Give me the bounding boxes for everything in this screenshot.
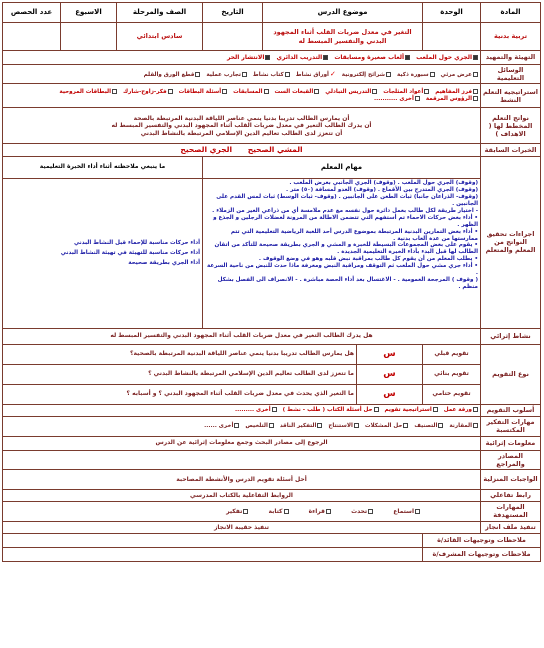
warmup-option[interactable]: ألعاب صغيرة ومسابقات xyxy=(334,54,410,62)
outcome-line: أن تتعزز لدى الطالب تعاليم الدين الإسلامي المرتبطة بالنشاط البدني xyxy=(140,129,343,137)
aid-option[interactable]: عرض مرئي xyxy=(441,72,478,79)
header-week-label: الاسبوع xyxy=(61,3,117,23)
evaluation-type: تقويم ختامي xyxy=(423,384,481,404)
evaluation-marker: س xyxy=(357,344,423,364)
checkbox-icon xyxy=(112,89,117,94)
thinking-label: مهارات التفكير المكتسبة xyxy=(481,416,541,436)
grade-value: سادس ابتدائي xyxy=(117,23,203,51)
week-value xyxy=(61,23,117,51)
aids-options xyxy=(3,65,481,84)
unit-value xyxy=(423,23,481,51)
outcomes-text xyxy=(3,108,481,144)
strategy-option[interactable]: أخرى ........... xyxy=(374,96,420,103)
header-date-label: التاريخ xyxy=(203,3,263,23)
link-text[interactable]: الروابط التفاعلية بالكتاب المدرسي xyxy=(3,489,481,501)
aid-option[interactable]: ✓أوراق نشاط xyxy=(295,69,336,78)
teacher-line: - اختيار طريقة لكل طالب بعمل دائرة حول نفسه مع عدم ملامسة أي من ذراعي الغير من الزملاء . xyxy=(212,207,479,214)
checkbox-icon xyxy=(243,509,248,514)
enrich-label: معلومات إثرائية xyxy=(481,436,541,450)
checkbox-icon xyxy=(386,72,391,77)
strategy-option[interactable]: التدريس التبادلي xyxy=(325,89,377,96)
checkbox-icon xyxy=(473,407,478,412)
lesson-title: التغير في معدل ضربات القلب أثناء المجهود البدني والتفسير المبسط له xyxy=(263,23,423,51)
checkbox-icon xyxy=(285,72,290,77)
teacher-line: (وقوف- الذراعان جانبا) ثبات الطعن على الجانبين . (وقوف- ثبات الوسط) ثبات لمس القدم على الجانبين . xyxy=(216,193,479,207)
prior-item: الجري الصحيح xyxy=(180,145,233,155)
activity-row xyxy=(3,328,541,344)
checkbox-icon xyxy=(326,509,331,514)
strategies-row xyxy=(3,84,541,108)
link-label: رابط تفاعلي xyxy=(481,489,541,501)
thinking-option[interactable]: أخرى ...... xyxy=(204,423,239,430)
evaluation-row xyxy=(3,384,541,404)
checkbox-icon xyxy=(403,423,408,428)
outcomes-row xyxy=(3,108,541,144)
header-periods-label: عدد الحصص xyxy=(3,3,61,23)
strategy-option[interactable]: فرز المفاهيم xyxy=(435,89,478,96)
strategy-option[interactable]: البطاقات المروحية xyxy=(59,89,117,96)
checkbox-icon xyxy=(265,55,270,60)
checkbox-icon xyxy=(473,423,478,428)
outcomes-label: نواتج التعلم المخطط لها ( الاهداف ) xyxy=(481,108,541,144)
eval-style-row xyxy=(3,404,541,416)
enrich-row xyxy=(3,436,541,450)
student-observations-header: ما ينبغي ملاحظته أثناء أداء الخبرة التعليمية xyxy=(3,156,203,178)
warmup-option[interactable]: الانتشار الحر xyxy=(227,54,271,62)
skills-label: المهارات المستهدفة xyxy=(481,501,541,521)
checkbox-icon xyxy=(314,89,319,94)
warmup-options xyxy=(3,51,481,65)
evaluation-type: تقويم قبلي xyxy=(423,344,481,364)
teacher-line: • أداء بعض التمارين البدنية المرتبطة بموضوع الدرس أحد اللعبة الرياضية التعليمية التي تتم ممارستها من عدة ألعاب بدنية . xyxy=(230,228,479,242)
checkbox-icon xyxy=(438,423,443,428)
prior-items xyxy=(3,144,481,156)
evaluation-marker: س xyxy=(357,364,423,384)
checkbox-icon xyxy=(415,509,420,514)
supervisor-notes-row xyxy=(3,547,541,561)
checkbox-icon xyxy=(354,423,359,428)
homework-label: الواجبات المنزلية xyxy=(481,469,541,489)
checkbox-icon xyxy=(272,407,277,412)
skill-option[interactable]: كتابة xyxy=(268,508,288,516)
student-line: أداء حركات مناسبة للتهيئة في تهيئة النشاط البدني xyxy=(60,249,200,256)
aid-option[interactable]: سبورة ذكية xyxy=(397,72,435,79)
lesson-plan-table xyxy=(2,2,541,562)
prior-item: المشي الصحيح xyxy=(247,145,303,155)
teacher-line: • يقوم على بعض المجموعات البسيطة للخبرة و المشي و الجري بطريقة صحيحة للتأكد من اتقان الطالب لها قبل البدء بأداء الخبرة التعليمية الجديدة . xyxy=(214,242,479,256)
skill-option[interactable]: تحدث xyxy=(351,508,373,516)
student-line: أداء حركات مناسبة للإحماء قبل النشاط البدني xyxy=(74,239,200,246)
student-line: أداء الجري بطريقة صحيحة xyxy=(128,259,200,266)
checkbox-icon xyxy=(372,89,377,94)
leader-notes-row xyxy=(3,533,541,547)
warmup-row xyxy=(3,51,541,65)
outcome-line: أن يدرك الطالب التغير في معدل ضربات القلب أثناء المجهود البدني والتفسير المبسط له xyxy=(111,122,372,129)
eval-style-option[interactable]: حل أسئلة الكتاب ( طلب - نشط ) xyxy=(283,407,379,414)
strategy-option[interactable]: فكر-زاوج-شارك xyxy=(123,89,173,96)
evaluation-question: ما التغير الذي يحدث في معدل ضربات القلب أثناء المجهود البدني ؟ و أسبابه ؟ xyxy=(3,384,357,404)
header-subject-label: المادة xyxy=(481,3,541,23)
header-grade-label: الصف والمرحلة xyxy=(117,3,203,23)
homework-row xyxy=(3,469,541,489)
checkbox-icon xyxy=(195,72,200,77)
refs-label: المصادر والمراجع xyxy=(481,450,541,469)
teacher-line: • أداء بعض حركات الاحماء تم أستفهم التي تتضمن الاطالة من المرونة لعضلات الرجلين و الجذع و الظهر . xyxy=(213,214,479,228)
strategy-option[interactable]: المسابقات xyxy=(233,89,268,96)
portfolio-label: تنفيذ ملف انجاز xyxy=(481,521,541,533)
skills-options xyxy=(3,501,481,521)
checkbox-icon xyxy=(374,407,379,412)
thinking-option[interactable]: التفكير الناقد xyxy=(280,423,323,430)
checkmark-icon: ✓ xyxy=(329,69,336,78)
eval-style-label: أسلوب التقويم xyxy=(481,404,541,416)
leader-notes-field[interactable] xyxy=(3,533,423,547)
header-values-row xyxy=(3,23,541,51)
checkbox-icon xyxy=(323,55,328,60)
teacher-line: • أداء جري مشي حول الملعب ثم التوقف ومراقبة النبض ومعرفة ماذا حدث للنبض من ناحية السرعة . xyxy=(206,263,479,277)
aid-option[interactable]: قطع الورق والقلم xyxy=(144,72,201,79)
checkbox-icon xyxy=(168,89,173,94)
checkbox-icon xyxy=(473,72,478,77)
teacher-tasks xyxy=(203,178,481,328)
eval-style-options xyxy=(3,404,481,416)
checkbox-icon xyxy=(415,96,420,101)
warmup-option[interactable]: الجري حول الملعب xyxy=(416,54,478,62)
strategy-option[interactable]: أعواد المثلجات xyxy=(383,89,429,96)
teacher-line: • يطلب المعلم من أن يقوم كل طالب بمراقبة نبض قلبه وهو في وضع الوقوف . xyxy=(258,256,479,263)
teacher-line: (وقوف) الجري حول الملعب . (وقوف) الجري الجانبي بعرض الملعب . xyxy=(289,179,479,186)
header-lesson-label: موضوع الدرس xyxy=(263,3,423,23)
portfolio-text: تنفيذ حقيبة الانجاز xyxy=(3,521,481,533)
homework-text: أحل أسئلة تقويم الدرس والأنشطة المصاحبة xyxy=(3,469,481,489)
supervisor-notes-field[interactable] xyxy=(3,547,423,561)
strategy-option[interactable]: الرؤوس المرقمة xyxy=(426,96,478,103)
checkbox-icon xyxy=(222,89,227,94)
checkbox-icon xyxy=(424,89,429,94)
procedures-label: اجراءات تحقيق النواتج من المعلم والمتعلم xyxy=(481,156,541,328)
teacher-line: (وقوف) الجري المتدرج بين الأقماع . (وقوف) العدو لمسافة (٥٠) متر . xyxy=(286,186,479,193)
checkbox-icon xyxy=(242,72,247,77)
header-unit-label: الوحدة xyxy=(423,3,481,23)
evaluation-row xyxy=(3,364,541,384)
thinking-option[interactable]: التصنيف xyxy=(414,423,443,430)
warmup-label: التهيئة والتمهيد xyxy=(481,51,541,65)
subject-value: تربية بدنية xyxy=(481,23,541,51)
checkbox-icon xyxy=(473,89,478,94)
prior-row xyxy=(3,144,541,156)
checkbox-icon xyxy=(269,423,274,428)
enrich-text: الرجوع إلى مصادر البحث وجمع معلومات إثرائية عن الدرس xyxy=(3,436,481,450)
evaluation-marker: س xyxy=(357,384,423,404)
outcome-line: أن يمارس الطالب تدريبا بدنيا ينمي عناصر اللياقة البدنية المرتبطة بالصحة xyxy=(133,114,350,122)
evaluation-question: هل يمارس الطالب تدريبا بدنيا ينمي عناصر اللياقة البدنية المرتبطة بالصحية؟ xyxy=(3,344,357,364)
student-observations xyxy=(3,178,203,328)
strategy-option[interactable]: القبعات الست xyxy=(274,89,319,96)
supervisor-notes-label: ملاحظات وتوجيهات المشرف/ة xyxy=(423,547,541,561)
skill-option[interactable]: استماع xyxy=(393,508,420,516)
activity-text: هل يدرك الطالب التغير في معدل ضربات القلب أثناء المجهود البدني والتفسير المبسط له xyxy=(3,328,481,344)
procedures-header-row xyxy=(3,156,541,178)
checkbox-icon xyxy=(405,55,410,60)
aid-option[interactable]: كتاب نشاط xyxy=(253,72,290,79)
checkbox-icon xyxy=(473,96,478,101)
checkbox-icon xyxy=(473,55,478,60)
eval-style-option[interactable]: استراتيجية تقويم xyxy=(385,407,438,414)
periods-value xyxy=(3,23,61,51)
eval-style-option[interactable]: ورقة عمل xyxy=(444,407,478,414)
refs-row xyxy=(3,450,541,469)
checkbox-icon xyxy=(234,423,239,428)
evaluation-question: ما تتعزز لدى الطالب تعاليم الدين الإسلامي المرتبطة بالنشاط البدني ؟ xyxy=(3,364,357,384)
aids-label: الوسائل التعليمية xyxy=(481,65,541,84)
checkbox-icon xyxy=(264,89,269,94)
strategies-options xyxy=(3,84,481,108)
procedures-body-row xyxy=(3,178,541,328)
thinking-option[interactable]: الاستنتاج xyxy=(328,423,359,430)
link-row xyxy=(3,489,541,501)
warmup-option[interactable]: التدريب الدائري xyxy=(277,54,329,62)
thinking-options xyxy=(3,416,481,436)
checkbox-icon xyxy=(368,509,373,514)
checkbox-icon xyxy=(433,407,438,412)
thinking-option[interactable]: المقارنة xyxy=(449,423,478,430)
skill-option[interactable]: قراءة xyxy=(309,508,331,516)
evaluation-label: نوع التقويم xyxy=(481,344,541,404)
skills-row xyxy=(3,501,541,521)
date-value xyxy=(203,23,263,51)
eval-style-option[interactable]: أخرى ......... xyxy=(235,407,277,414)
portfolio-row xyxy=(3,521,541,533)
checkbox-icon xyxy=(317,423,322,428)
checkbox-icon xyxy=(284,509,289,514)
refs-text xyxy=(3,450,481,469)
prior-label: الخبرات السابقة xyxy=(481,144,541,156)
strategy-option[interactable]: أسئلة البطاقات xyxy=(179,89,228,96)
evaluation-row xyxy=(3,344,541,364)
thinking-option[interactable]: التلخيص xyxy=(245,423,274,430)
header-labels-row xyxy=(3,3,541,23)
checkbox-icon xyxy=(430,72,435,77)
aids-row xyxy=(3,65,541,84)
aid-option[interactable]: تجارب عملية xyxy=(206,72,247,79)
teacher-tasks-header: مهام المعلم xyxy=(203,156,481,178)
skill-option[interactable]: تفكير xyxy=(226,508,248,516)
evaluation-type: تقويم بنائي xyxy=(423,364,481,384)
activity-label: نشاط إثرائي xyxy=(481,328,541,344)
teacher-line: ( وقوف ) المرجحة العمومية . - الاغتسال بعد أداء الحصة مباشرة . - الانصراف الى الفصل بشكل منظم . xyxy=(217,277,479,291)
aid-option[interactable]: شرائح إلكترونية xyxy=(342,72,391,79)
thinking-row xyxy=(3,416,541,436)
leader-notes-label: ملاحظات وتوجيهات القائد/ة xyxy=(423,533,541,547)
thinking-option[interactable]: حل المشكلات xyxy=(365,423,409,430)
strategies-label: استراتيجيه التعلم النشط xyxy=(481,84,541,108)
